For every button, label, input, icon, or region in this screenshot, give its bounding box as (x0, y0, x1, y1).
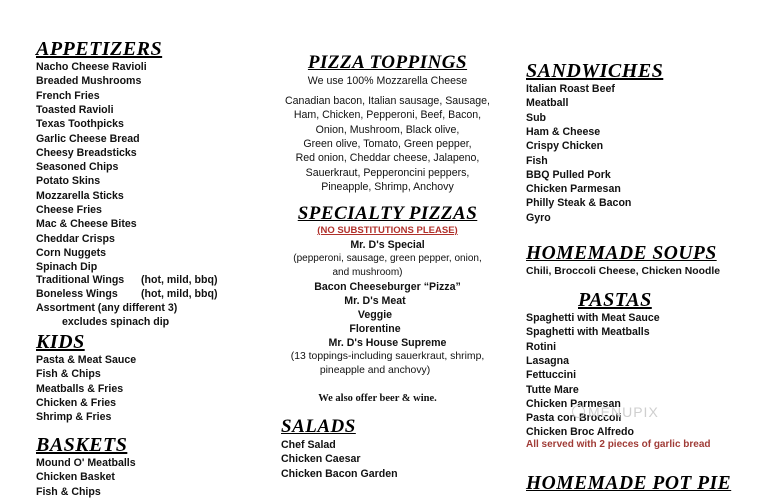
appetizer-item: Cheese Fries (36, 204, 102, 216)
appetizer-item: Potato Skins (36, 175, 101, 188)
salad-item: Chicken Bacon Garden (281, 467, 398, 480)
appetizer-item: Nacho Cheese Ravioli (36, 61, 147, 73)
sandwich-item: Crispy Chicken (526, 140, 604, 153)
sandwich-item: Philly Steak & Bacon (526, 197, 632, 210)
boneless-wings-note: (hot, mild, bbq) (141, 288, 218, 300)
pasta-item: Spaghetti with Meatballs (526, 326, 650, 339)
appetizer-item: Mac & Cheese Bites (36, 218, 137, 231)
sandwich-item: Fish (526, 154, 548, 167)
appetizer-item: Corn Nuggets (36, 246, 107, 259)
baskets-heading: BASKETS (36, 434, 128, 456)
veggie: Veggie (357, 309, 393, 321)
pizza-toppings-heading: PIZZA TOPPINGS (307, 52, 468, 73)
basket-item: Chicken Basket (36, 471, 115, 484)
pasta-item: Chicken Broc Alfredo (526, 426, 634, 439)
sandwich-item: Italian Roast Beef (526, 83, 615, 95)
pot-pie-heading: HOMEMADE POT PIE (526, 473, 732, 494)
topping-line: Ham, Chicken, Pepperoni, Beef, Bacon, (293, 109, 482, 122)
mrd-special: Mr. D's Special (350, 239, 425, 251)
appetizer-item: Garlic Cheese Bread (36, 132, 140, 145)
kids-item: Fish & Chips (36, 368, 101, 381)
beer-wine-note: We also offer beer & wine. (318, 393, 437, 404)
right-column (520, 0, 768, 495)
mrd-special-desc-2: and mushroom) (332, 267, 403, 278)
kids-heading: KIDS (36, 331, 85, 353)
topping-line: Pineapple, Shrimp, Anchovy (321, 180, 454, 193)
pasta-item: Pasta con Broccoli (526, 412, 622, 425)
appetizer-item: Mozzarella Sticks (36, 189, 124, 202)
no-substitutions-note: (NO SUBSTITUTIONS PLEASE) (317, 225, 458, 236)
topping-line: Sauerkraut, Pepperoncini peppers, (305, 166, 470, 179)
mrd-special-desc-1: (pepperoni, sausage, green pepper, onion, (293, 253, 482, 264)
boneless-wings: Boneless Wings (36, 288, 118, 300)
soups-heading: HOMEMADE SOUPS (526, 243, 717, 264)
traditional-wings (36, 273, 124, 287)
pasta-item: Chicken Parmesan (526, 397, 621, 410)
watermark-camera-icon (572, 405, 585, 418)
sandwich-item: Ham & Cheese (526, 125, 601, 138)
sandwich-item: Meatball (526, 97, 569, 110)
kids-item: Chicken & Fries (36, 396, 117, 409)
traditional-wings-note: (hot, mild, bbq) (141, 274, 218, 286)
appetizers-heading: APPETIZERS (36, 38, 163, 60)
kids-item: Shrimp & Fries (36, 411, 112, 424)
sandwiches-heading: SANDWICHES (526, 60, 664, 82)
appetizer-item: Cheesy Breadsticks (36, 146, 137, 159)
mrd-meat: Mr. D's Meat (344, 295, 406, 307)
kids-item: Meatballs & Fries (36, 382, 124, 395)
pasta-item: Spaghetti with Meat Sauce (526, 312, 660, 324)
pasta-item: Fettuccini (526, 369, 577, 382)
florentine: Florentine (349, 323, 401, 335)
soups-line: Chili, Broccoli Cheese, Chicken Noodle (526, 266, 721, 277)
basket-item: Mound O' Meatballs (36, 457, 136, 469)
watermark (572, 404, 659, 420)
pastas-heading: PASTAS (578, 289, 652, 311)
sandwich-item: Sub (526, 111, 547, 124)
kids-item: Pasta & Meat Sauce (36, 354, 137, 366)
middle-column (270, 0, 505, 495)
assortment: Assortment (any different 3) (36, 302, 178, 314)
salad-item: Chicken Caesar (281, 453, 361, 466)
sandwich-item: BBQ Pulled Pork (526, 168, 611, 181)
watermark-text: MENUPIX (588, 404, 659, 420)
house-supreme: Mr. D's House Supreme (328, 337, 447, 349)
bacon-cheeseburger-pizza: Bacon Cheeseburger “Pizza” (314, 281, 461, 293)
appetizer-item: French Fries (36, 89, 100, 102)
topping-line: Red onion, Cheddar cheese, Jalapeno, (295, 152, 480, 165)
basket-item: Fish & Chips (36, 485, 101, 498)
topping-line: Canadian bacon, Italian sausage, Sausage, (285, 95, 490, 107)
salads-heading: SALADS (281, 416, 356, 437)
pasta-item: Rotini (526, 340, 557, 353)
sandwich-item: Gyro (526, 211, 551, 224)
house-supreme-desc-2: pineapple and anchovy) (319, 365, 431, 376)
topping-line: Green olive, Tomato, Green pepper, (303, 137, 472, 150)
pastas-note: All served with 2 pieces of garlic bread (526, 439, 711, 450)
assortment-note: excludes spinach dip (62, 316, 170, 328)
specialty-pizzas-heading: SPECIALTY PIZZAS (297, 203, 478, 224)
appetizer-item: Spinach Dip (36, 261, 98, 274)
house-supreme-desc-1: (13 toppings-including sauerkraut, shrimp, (290, 351, 485, 362)
salad-item: Chef Salad (281, 439, 336, 451)
appetizer-item: Seasoned Chips (36, 161, 119, 174)
traditional-wings-label: Traditional Wings (36, 274, 125, 286)
appetizer-item: Breaded Mushrooms (36, 75, 142, 88)
sandwich-item: Chicken Parmesan (526, 183, 621, 196)
pasta-item: Lasagna (526, 354, 569, 367)
topping-line: Onion, Mushroom, Black olive, (315, 123, 460, 136)
left-column (0, 0, 260, 498)
appetizer-item: Cheddar Crisps (36, 232, 115, 245)
pasta-item: Tutte Mare (526, 383, 579, 396)
pizza-toppings-subtitle: We use 100% Mozzarella Cheese (307, 75, 468, 87)
appetizer-item: Toasted Ravioli (36, 103, 114, 116)
appetizer-item: Texas Toothpicks (36, 118, 124, 131)
